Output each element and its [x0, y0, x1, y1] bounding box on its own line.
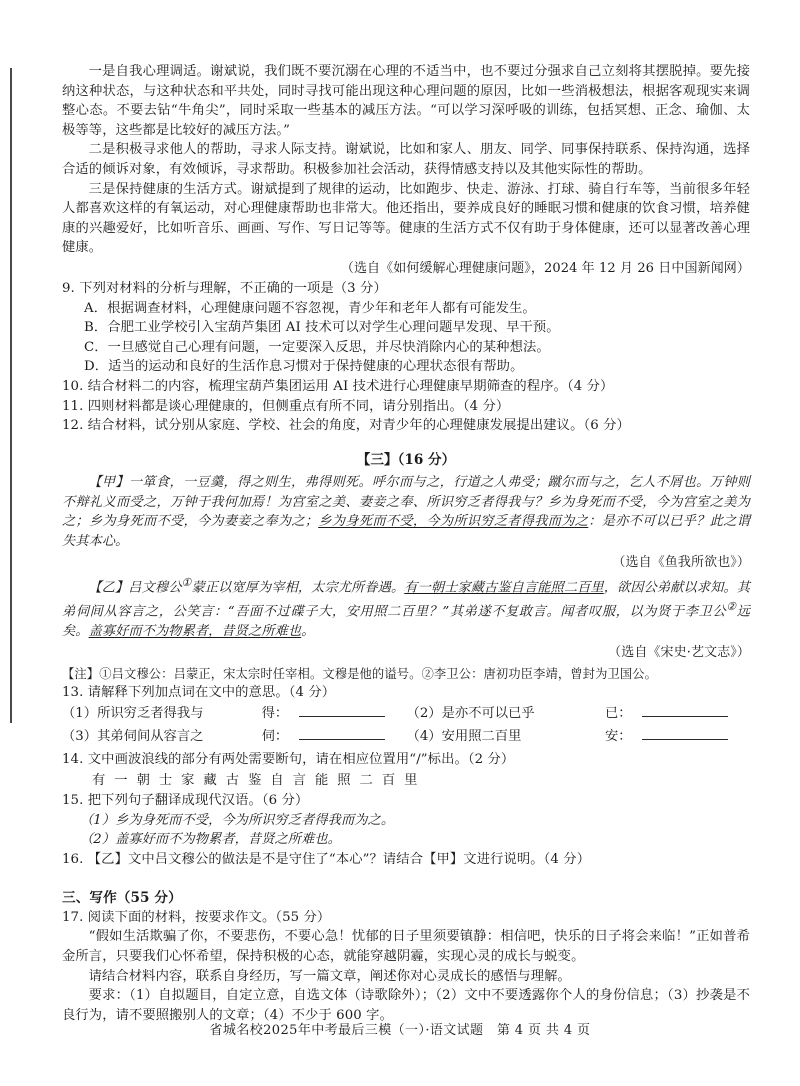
q13-item-4-label: （4）	[406, 729, 442, 745]
q13-item-2-blank[interactable]	[642, 703, 750, 727]
q13-item-3-label: （3）	[62, 729, 98, 745]
material-paragraph-2: 二是积极寻求他人的帮助，寻求人际支持。谢斌说，比如和家人、朋友、同学、同事保持联系、保持沟通，选择合适的倾诉对象，有效倾诉，寻求帮助。积极参加社会活动，获得情感支持以及其他实际性的帮助。	[62, 142, 750, 177]
question-9-option-c: C．一旦感觉自己心理有问题，一定要深入反思，并尽快消除内心的某种想法。	[84, 339, 550, 355]
passage-jia-text-1: 一箪食，一豆羹，得之则生，弗得则死。呼尔而与之，行道之人弗受；蹴尔而与之，乞人不屑也。万钟则不辩礼义而受之，万钟于我何加焉！为宫室之美、妻妾之奉、所识穷乏者得我与？乡为身死而不受，今为宫室之美为之；乡为身死而不受，今为妻妾之奉为之；	[62, 475, 750, 530]
question-15-number: 15.	[62, 792, 84, 808]
passage-yi-underlined: 盖寡好而不为物累者，昔贤之所难也	[88, 624, 302, 640]
question-9-option-a: A．根据调查材料，心理健康问题不容忽视，青少年和老年人都有可能发生。	[84, 300, 536, 316]
passage-jia-source: （选自《鱼我所欲也》）	[612, 554, 750, 570]
question-14-text: 文中画波浪线的部分有两处需要断句，请在相应位置用“/”标出。（2 分）	[87, 752, 515, 768]
question-17-material: “假如生活欺骗了你，不要悲伤，不要心急！忧郁的日子里须要镇静：相信吧，快乐的日子将会来临！”正如普希金所言，只要我们心怀希望，保持积极的心态，就能穿越阴霾，实现心灵的成长与蜕变。	[62, 929, 750, 965]
question-9-number: 9.	[62, 280, 75, 296]
q13-item-1-blank[interactable]	[299, 703, 407, 727]
question-15-item-2: （2）盖寡好而不为物累者，昔贤之所难也。	[80, 832, 341, 848]
question-17-text: 阅读下面的材料，按要求作文。（55 分）	[87, 909, 331, 925]
passage-yi-text-4: 远矣。	[62, 604, 750, 640]
passage-yi-text-1: 吕文穆公	[128, 579, 182, 595]
passage-yi-label: 【乙】	[88, 579, 129, 595]
question-13-text: 请解释下列加点词在文中的意思。（4 分）	[87, 685, 336, 701]
answer-blank-line[interactable]	[642, 727, 728, 740]
question-14-stem	[62, 750, 750, 770]
question-9-option-d: D．适当的运动和良好的生活作息习惯对于保持健康的心理状态很有帮助。	[84, 359, 524, 375]
question-15-stem	[62, 791, 750, 811]
q13-item-2-sentence: 是亦不可以已乎	[441, 705, 535, 721]
question-11-number: 11.	[62, 398, 84, 414]
answer-blank-line[interactable]	[299, 727, 385, 740]
page-footer	[0, 1019, 800, 1038]
q13-item-1-sentence: 所识穷乏者得我与	[97, 705, 204, 721]
question-16-stem	[62, 850, 750, 870]
passage-yi-text-5: 。	[301, 624, 315, 640]
passage-notes: 【注】①吕文穆公：吕蒙正，宋太宗时任宰相。文穆是他的谥号。②李卫公：唐初功臣李靖，曾封为卫国公。	[62, 667, 658, 682]
question-10-text: 结合材料二的内容，梳理宝葫芦集团运用 AI 技术进行心理健康早期筛查的程序。（4 分）	[87, 378, 614, 394]
passage-yi-wavy-segment: 有一朝士家藏古鉴自言能照二百里	[404, 579, 604, 595]
q13-item-4-word: 安：	[604, 729, 632, 745]
q13-item-3-blank[interactable]	[299, 726, 407, 750]
question-16-text: 【乙】文中吕文穆公的做法是不是守住了“本心”？请结合【甲】文进行说明。（4 分）	[87, 851, 591, 867]
question-17-requirements: 要求：（1）自拟题目，自定立意，自选文体（诗歌除外）；（2）文中不要透露你个人的身份信息；（3）抄袭是不良行为，请不要照搬别人的文章；（4）不少于 600 字。	[62, 988, 750, 1023]
material-paragraph-1: 一是自我心理调适。谢斌说，我们既不要沉溺在心理的不适当中，也不要过分强求自己立刻将其摆脱掉。要先接纳这种状态，与这种状态和平共处，同时寻找可能出现这种心理问题的原因，比如一些消极想法，根据客观现实来调整心态。不要去钻“牛角尖”，同时采取一些基本的减压方法。“可以学习深呼吸的训练，包括冥想、正念、瑜伽、太极等等，这些都是比较好的减压方法。”	[62, 64, 750, 138]
question-9-option-b: B．合肥工业学校引入宝葫芦集团 AI 技术可以对学生心理问题早发现、早干预。	[84, 320, 560, 336]
passage-jia-text-2: ：是亦不可以已乎？此之谓失其本心。	[62, 514, 751, 549]
q13-item-1-word: 得：	[261, 705, 289, 721]
q13-item-2-label: （2）	[406, 705, 442, 721]
binding-line	[10, 68, 12, 723]
question-17-prompt: 请结合材料内容，联系自身经历，写一篇文章，阐述你对心灵成长的感悟与理解。	[88, 968, 571, 984]
answer-blank-line[interactable]	[299, 704, 385, 717]
question-9-stem	[62, 279, 750, 299]
question-14-number: 14.	[62, 752, 84, 768]
material-source: （选自《如何缓解心理健康问题》，2024 年 12 月 26 日中国新闻网）	[340, 260, 750, 276]
q13-item-3-word: 伺：	[261, 729, 289, 745]
question-13-number: 13.	[62, 685, 84, 701]
question-10	[62, 377, 750, 397]
question-11-text: 四则材料都是谈心理健康的，但侧重点有所不同，请分别指出。（4 分）	[87, 398, 510, 414]
material-block	[62, 62, 750, 279]
question-10-number: 10.	[62, 378, 84, 394]
question-17-number: 17.	[62, 909, 84, 925]
footer-text: 省城名校2025年中考最后三模（一）·语文试题 第 4 页 共 4 页	[209, 1023, 591, 1038]
answer-blank-line[interactable]	[642, 704, 728, 717]
question-15-item-1: （1）乡为身死而不受，今为所识穷乏者得我而为之。	[80, 812, 395, 828]
passage-yi-text-2: 蒙正以宽厚为宰相，太宗尤所眷遇。	[191, 579, 405, 595]
q13-item-3-sentence: 其弟伺间从容言之	[97, 729, 204, 745]
passage-jia-label: 【甲】	[88, 475, 129, 491]
q13-item-2	[407, 703, 605, 727]
passage-yi-source: （选自《宋史·艺文志》）	[608, 645, 750, 661]
question-13-stem	[62, 683, 750, 703]
question-15-text: 把下列句子翻译成现代汉语。（6 分）	[87, 792, 309, 808]
q13-item-1-label: （1）	[62, 705, 98, 721]
question-14-sentence[interactable]: 有一朝士家藏古鉴自言能照二百里	[92, 772, 427, 788]
passage-yi-note-marker-1: ①	[181, 575, 192, 589]
material-paragraph-3: 三是保持健康的生活方式。谢斌提到了规律的运动，比如跑步、快走、游泳、打球、骑自行车等，当前很多年轻人都喜欢这样的有氧运动，对心理健康帮助也非常大。他还指出，要养成良好的睡眠习惯和健康的饮食习惯，培养健康的兴趣爱好，比如听音乐、画画、写作、写日记等等。健康的生活方式不仅有助于身体健康，还可以显著改善心理健康。	[62, 181, 750, 256]
page-body	[62, 62, 750, 1025]
question-12-text: 结合材料，试分别从家庭、学校、社会的角度，对青少年的心理健康发展提出建议。（6 分）	[87, 418, 630, 434]
passage-yi-note-marker-2: ②	[726, 600, 737, 614]
question-13-answer-grid	[62, 703, 750, 750]
q13-item-3	[62, 726, 262, 750]
passage-yi-text-3: ，欲因公弟献以求知。其弟伺间从容言之，公笑言：“吾面不过碟子大，安用照二百里？”其弟遂不复敢言。闻者叹服，以为贤于李卫公	[62, 579, 751, 620]
question-17-stem	[62, 908, 750, 928]
writing-section-heading: 三、写作（55 分）	[62, 889, 182, 906]
q13-item-2-word: 已：	[604, 705, 632, 721]
section-three-heading: 【三】（16 分）	[356, 452, 456, 469]
q13-item-4-sentence: 安用照二百里	[441, 729, 522, 745]
question-9-text: 下列对材料的分析与理解，不正确的一项是（3 分）	[79, 280, 387, 296]
question-9	[62, 279, 750, 377]
table-row	[62, 703, 750, 727]
passage-jia	[62, 473, 750, 551]
q13-item-4-blank[interactable]	[642, 726, 750, 750]
question-16-number: 16.	[62, 851, 84, 867]
q13-item-1	[62, 703, 262, 727]
passage-yi	[62, 573, 750, 643]
q13-item-4	[407, 726, 605, 750]
question-11	[62, 397, 750, 417]
question-12-number: 12.	[62, 418, 84, 434]
passage-jia-underlined: 乡为身死而不受，今为所识穷乏者得我而为之	[318, 514, 589, 530]
table-row	[62, 726, 750, 750]
question-12	[62, 416, 750, 436]
